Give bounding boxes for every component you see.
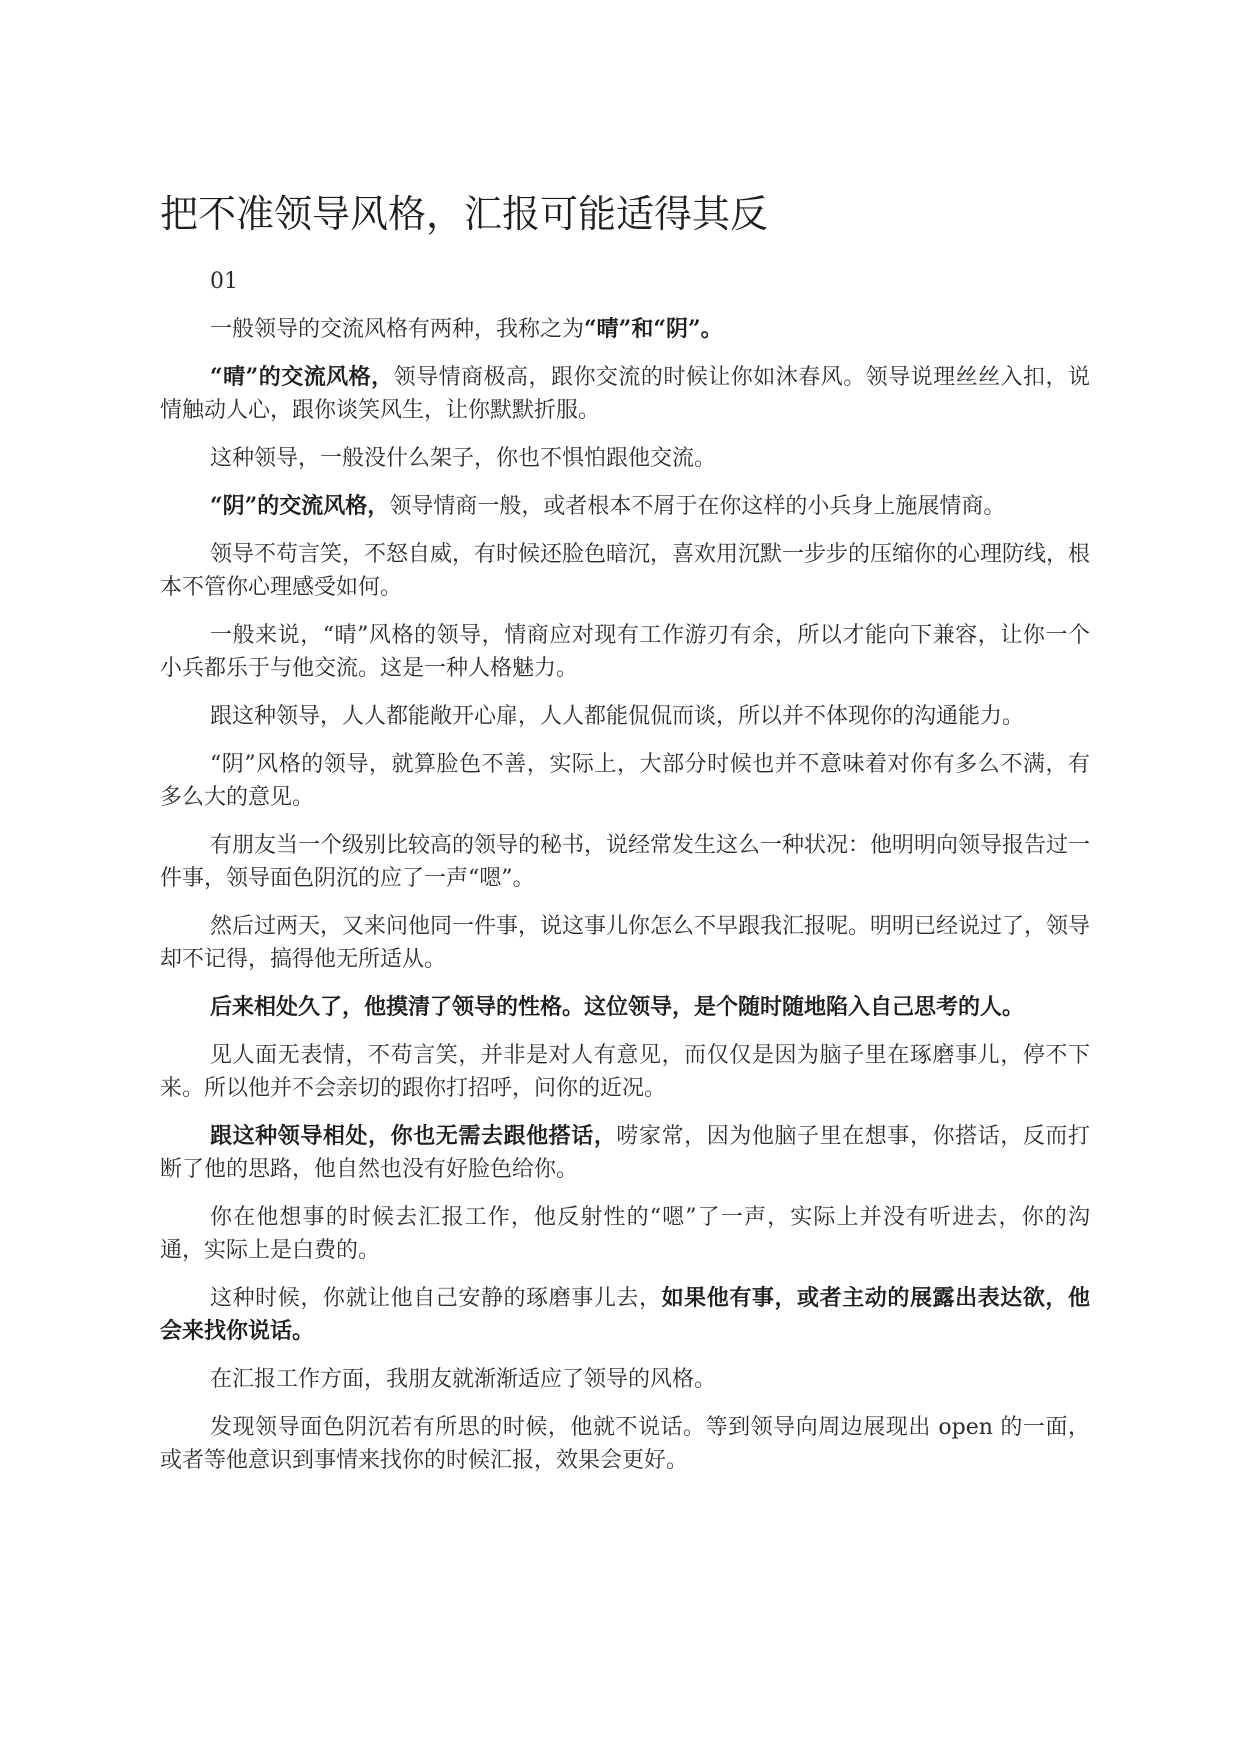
paragraph [160,1282,1090,1348]
paragraph [160,490,1090,523]
text-run: 见人面无表情，不苟言笑，并非是对人有意见，而仅仅是因为脑子里在琢磨事儿，停不下来。所以他并不会亲切的跟你打招呼，问你的近况。 [160,1043,1090,1102]
document-title: 把不准领导风格，汇报可能适得其反 [160,192,769,236]
section-number: 01 [210,269,238,295]
text-run: 在汇报工作方面，我朋友就渐渐适应了领导的风格。 [210,1367,717,1393]
paragraph [160,829,1090,895]
text-run: 一般来说，“晴”风格的领导，情商应对现有工作游刃有余，所以才能向下兼容，让你一个小兵都乐于与他交流。这是一种人格魅力。 [160,623,1090,682]
paragraph [160,361,1090,427]
text-run: 发现领导面色阴沉若有所思的时候，他就不说话。等到领导向周边展现出 open 的一面，或者等他意识到事情来找你的时候汇报，效果会更好。 [160,1415,1090,1474]
bold-text-run: 跟这种领导相处，你也无需去跟他搭话， [210,1123,617,1150]
paragraph [160,538,1090,604]
text-run: 领导情商极高，跟你交流的时候让你如沐春风。领导说理丝丝入扣，说情触动人心，跟你谈笑风生，让你默默折服。 [160,365,1090,424]
text-run: 这种时候，你就让他自己安静的琢磨事儿去， [210,1286,662,1312]
text-run: 你在他想事的时候去汇报工作，他反射性的“嗯”了一声，实际上并没有听进去，你的沟通，实际上是白费的。 [160,1205,1090,1264]
bold-text-run: “阴”的交流风格， [210,493,390,520]
bold-text-run: 如果他有事，或者主动的展露出表达欲，他会来找你说话。 [160,1285,1090,1345]
text-run: 领导不苟言笑，不怒自威，有时候还脸色暗沉，喜欢用沉默一步步的压缩你的心理防线，根本不管你心理感受如何。 [160,542,1091,601]
document-body [160,313,1090,1477]
bold-text-run: “晴”和“阴”。 [584,316,723,343]
paragraph [160,313,1090,346]
text-run: 唠家常，因为他脑子里在想事，你搭话，反而打断了他的思路，他自然也没有好脸色给你。 [160,1124,1090,1183]
text-run: 这种领导，一般没什么架子，你也不惧怕跟他交流。 [210,446,717,472]
paragraph [160,1039,1090,1105]
paragraph [160,748,1090,814]
text-run: “阴”风格的领导，就算脸色不善，实际上，大部分时候也并不意味着对你有多么不满，有多么大的意见。 [160,752,1090,811]
paragraph [160,700,1090,733]
paragraph [160,442,1090,475]
text-run: 跟这种领导，人人都能敞开心扉，人人都能侃侃而谈，所以并不体现你的沟通能力。 [210,704,1025,730]
paragraph [160,991,1090,1024]
text-run: 有朋友当一个级别比较高的领导的秘书，说经常发生这么一种状况：他明明向领导报告过一件事，领导面色阴沉的应了一声“嗯”。 [160,833,1091,892]
text-run: 领导情商一般，或者根本不屑于在你这样的小兵身上施展情商。 [389,494,1006,520]
text-run: 然后过两天，又来问他同一件事，说这事儿你怎么不早跟我汇报呢。明明已经说过了，领导却不记得，搞得他无所适从。 [160,914,1091,973]
paragraph [160,619,1090,685]
document-page [160,190,1090,1492]
bold-text-run: “晴”的交流风格， [210,364,394,391]
paragraph [160,1363,1090,1396]
paragraph [160,910,1090,976]
bold-text-run: 后来相处久了，他摸清了领导的性格。这位领导，是个随时随地陷入自己思考的人。 [210,994,1025,1021]
paragraph [160,1120,1090,1186]
paragraph [160,1201,1090,1267]
paragraph [160,1411,1090,1477]
text-run: 一般领导的交流风格有两种，我称之为 [210,317,585,343]
